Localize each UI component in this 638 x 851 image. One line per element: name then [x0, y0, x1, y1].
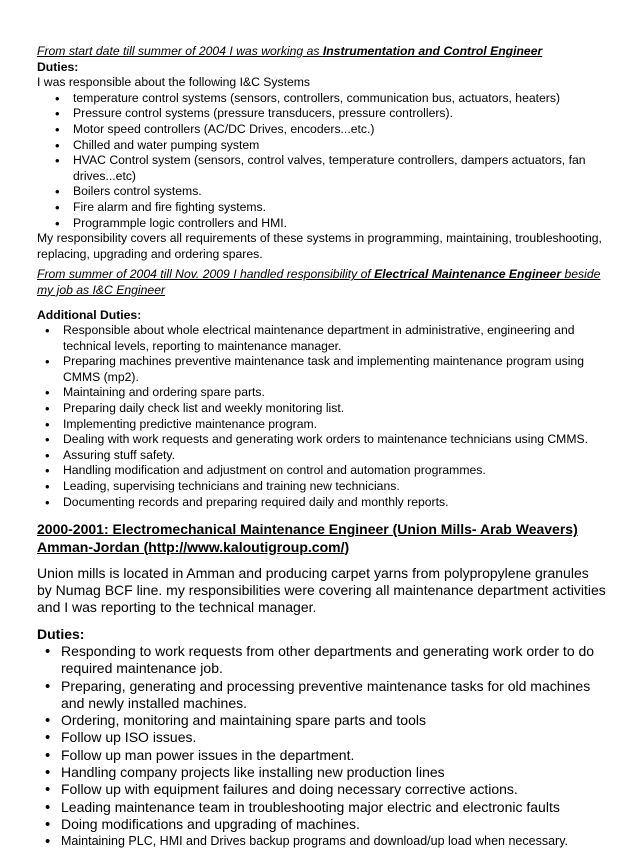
heading-role: Instrumentation and Control Engineer: [322, 44, 543, 58]
resume-page: [37, 44, 607, 851]
list-item: • Programmple logic controllers and HMI.: [37, 216, 607, 232]
list-item: • temperature control systems (sensors, controllers, communication bus, actuators, heaters): [37, 91, 607, 107]
list-item: • Ordering, monitoring and maintaining spare parts and tools: [37, 712, 607, 729]
company-link[interactable]: http://www.kaloutigroup.com/: [148, 538, 345, 555]
heading-prefix: From start date till summer of 2004 I was working as: [37, 44, 323, 58]
list-item: • Dealing with work requests and generating work orders to maintenance technicians using CMMS.: [37, 432, 607, 448]
location-prefix: Amman-Jordan (: [37, 538, 149, 555]
list-item: • Boilers control systems.: [37, 184, 607, 200]
list-item: • Fire alarm and fire fighting systems.: [37, 200, 607, 216]
list-item: • Leading, supervising technicians and training new technicians.: [37, 479, 607, 495]
heading-prefix: From summer of 2004 till Nov. 2009 I handled responsibility of: [37, 267, 375, 282]
list-item: • Maintaining and ordering spare parts.: [37, 385, 607, 401]
list-item: • Doing modifications and upgrading of machines.: [37, 816, 607, 833]
additional-duties-label: Additional Duties:: [37, 307, 142, 322]
list-item: • Maintaining PLC, HMI and Drives backup programs and download/up load when necessary.: [37, 833, 607, 850]
list-item: • Chilled and water pumping system: [37, 138, 607, 154]
list-item: • Pressure control systems (pressure transducers, pressure controllers).: [37, 106, 607, 122]
duties-label: Duties:: [37, 625, 85, 642]
list-item: • Responsible about whole electrical maintenance department in administrative, engineering and technical levels, reporting to maintenance manager.: [37, 323, 607, 354]
list-item: • Implementing predictive maintenance program.: [37, 417, 607, 433]
list-item: • Handling company projects like installing new production lines: [37, 764, 607, 781]
list-item: • Leading maintenance team in troubleshooting major electric and electronic faults: [37, 799, 607, 816]
summary-text: My responsibility covers all requirements of these systems in programming, maintaining, troubleshooting, replacing, upgrading and ordering spares.: [37, 231, 602, 261]
duties-list: [37, 643, 607, 851]
list-item: • Assuring stuff safety.: [37, 448, 607, 464]
list-item: • Motor speed controllers (AC/DC Drives, encoders...etc.): [37, 122, 607, 138]
list-item: • HVAC Control system (sensors, control valves, temperature controllers, dampers actuators, fan drives...etc): [37, 153, 607, 184]
ic-systems-list: [37, 91, 607, 231]
intro-text: I was responsible about the following I&C Systems: [37, 75, 310, 90]
location-suffix: ): [344, 538, 350, 555]
list-item: • Follow up man power issues in the department.: [37, 747, 607, 764]
list-item: • Responding to work requests from other departments and generating work order to do required maintenance job.: [37, 643, 607, 678]
job-title: 2000-2001: Electromechanical Maintenance Engineer (Union Mills- Arab Weavers): [37, 521, 578, 538]
list-item: • Preparing machines preventive maintenance task and implementing maintenance program using CMMS (mp2).: [37, 354, 607, 385]
list-item: • Follow up with equipment failures and doing necessary corrective actions.: [37, 781, 607, 798]
job-location: [37, 539, 607, 556]
section-heading: [37, 44, 607, 60]
heading-role: Electrical Maintenance Engineer: [374, 267, 562, 282]
section-ic-engineer: [37, 44, 607, 262]
duties-label: Duties:: [37, 59, 79, 74]
additional-duties-list: [37, 323, 607, 510]
section-electrical-engineer: [37, 267, 607, 510]
section-heading: [37, 267, 607, 298]
list-item: • Follow up ISO issues.: [37, 729, 607, 746]
list-item: • Preparing, generating and processing preventive maintenance tasks for old machines and newly installed machines.: [37, 678, 607, 713]
list-item: • Preparing daily check list and weekly monitoring list.: [37, 401, 607, 417]
list-item: • Handling modification and adjustment on control and automation programmes.: [37, 463, 607, 479]
section-union-mills: [37, 521, 607, 850]
heading-suffix: beside my job as I&C Engineer: [37, 267, 601, 297]
job-description: Union mills is located in Amman and producing carpet yarns from polypropylene granules by Numag BCF line. my responsibilities were covering all maintenance department activities and I was reporting to the technical manager.: [37, 564, 606, 616]
list-item: • Documenting records and preparing required daily and monthly reports.: [37, 495, 607, 511]
